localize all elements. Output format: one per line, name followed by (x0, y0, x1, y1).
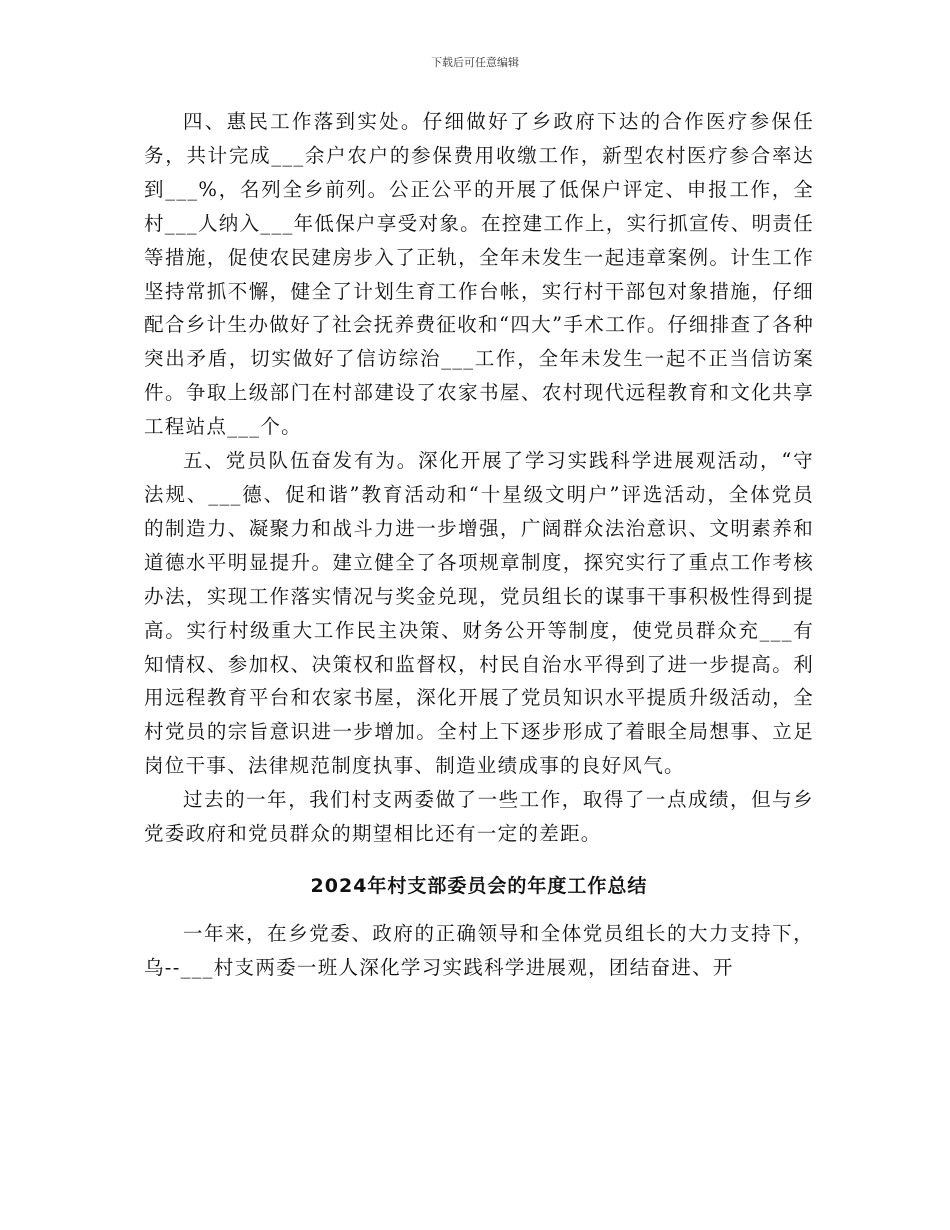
paragraph-benefit-work: 四、惠民工作落到实处。仔细做好了乡政府下达的合作医疗参保任务，共计完成___余户农户的参保费用收缴工作，新型农村医疗参合率达到___%，名列全乡前列。公正公平的开展了低保户评定、申报工作，全村___人纳入___年低保户享受对象。在控建工作上，实行抓宣传、明责任等措施，促使农民建房步入了正轨，全年未发生一起违章案例。计生工作坚持常抓不懈，健全了计划生育工作台帐，实行村干部包对象措施，仔细配合乡计生办做好了社会抚养费征收和“四大”手术工作。仔细排查了各种突出矛盾，切实做好了信访综治___工作，全年未发生一起不正当信访案件。争取上级部门在村部建设了农家书屋、农村现代远程教育和文化共享工程站点___个。 (144, 110, 814, 439)
section-title: 2024年村支部委员会的年度工作总结 (310, 874, 648, 897)
paragraph-summary: 过去的一年，我们村支两委做了一些工作，取得了一点成绩，但与乡党委政府和党员群众的期望相比还有一定的差距。 (144, 788, 814, 846)
paragraph-party-members: 五、党员队伍奋发有为。深化开展了学习实践科学进展观活动，“守法规、___德、促和谐”教育活动和“十星级文明户”评选活动，全体党员的制造力、凝聚力和战斗力进一步增强，广阔群众法治意识、文明素养和道德水平明显提升。建立健全了各项规章制度，探究实行了重点工作考核办法，实现工作落实情况与奖金兑现，党员组长的谋事干事积极性得到提高。实行村级重大工作民主决策、财务公开等制度，使党员群众充___有知情权、参加权、决策权和监督权，村民自治水平得到了进一步提高。利用远程教育平台和农家书屋，深化开展了党员知识水平提质升级活动，全村党员的宗旨意识进一步增加。全村上下逐步形成了着眼全局想事、立足岗位干事、法律规范制度执事、制造业绩成事的良好风气。 (144, 449, 814, 778)
document-body (144, 105, 814, 985)
page-header-note: 下载后可任意编辑 (431, 56, 519, 69)
paragraph-intro: 一年来，在乡党委、政府的正确领导和全体党员组长的大力支持下，乌--___村支两委一班人深化学习实践科学进展观，团结奋进、开 (144, 921, 814, 979)
